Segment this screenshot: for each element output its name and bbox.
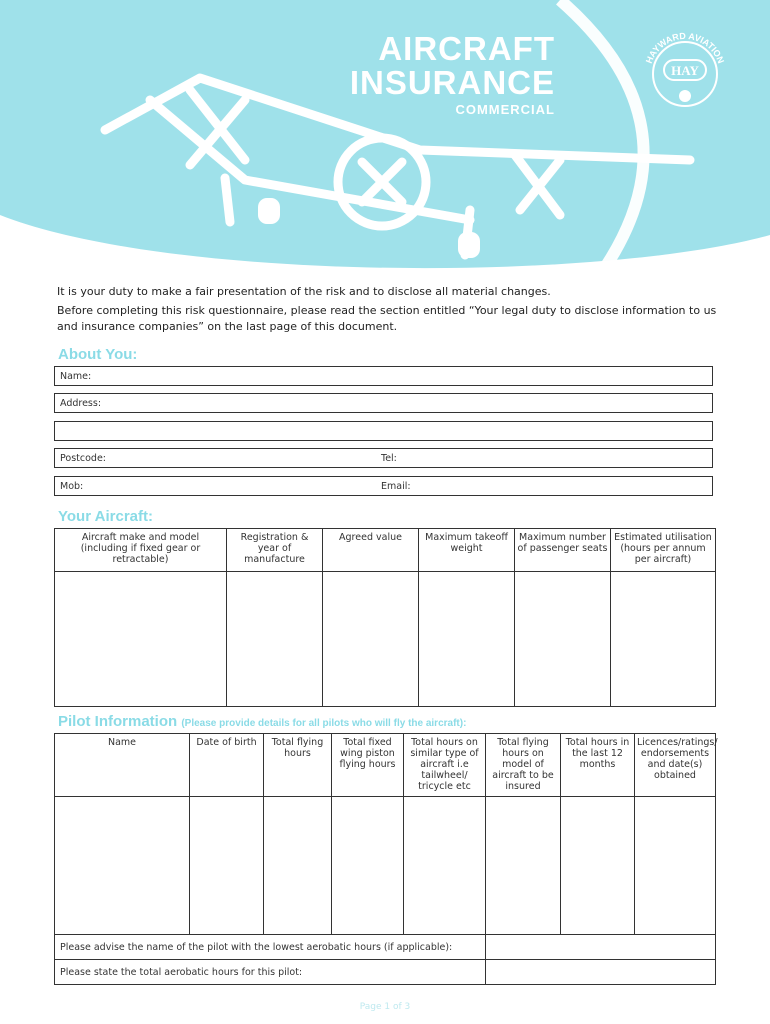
- column-header: Registration & year of manufacture: [227, 529, 323, 572]
- takeoff-weight-cell[interactable]: [419, 572, 515, 707]
- column-header: Total hours in the last 12 months: [561, 734, 635, 797]
- similar-type-hours-cell[interactable]: [404, 797, 486, 935]
- registration-cell[interactable]: [227, 572, 323, 707]
- address-label: Address:: [60, 398, 102, 409]
- aircraft-make-cell[interactable]: [55, 572, 227, 707]
- column-header: Total flying hours on model of aircraft to be insured: [486, 734, 561, 797]
- pilot-information-title: Pilot Information: [58, 713, 178, 730]
- column-header: Agreed value: [323, 529, 419, 572]
- column-header: Name: [55, 734, 190, 797]
- aerobatic-hours-label: Please state the total aerobatic hours for this pilot:: [55, 960, 486, 985]
- address-field[interactable]: [54, 393, 713, 413]
- date-of-birth-cell[interactable]: [190, 797, 264, 935]
- aerobatic-pilot-label: Please advise the name of the pilot with the lowest aerobatic hours (if applicable):: [55, 935, 486, 960]
- postcode-label: Postcode:: [60, 453, 106, 464]
- your-aircraft-heading: Your Aircraft:: [58, 508, 154, 525]
- column-header: Maximum takeoff weight: [419, 529, 515, 572]
- fixed-wing-hours-cell[interactable]: [332, 797, 404, 935]
- pilot-information-note: (Please provide details for all pilots who will fly the aircraft):: [181, 718, 467, 729]
- column-header: Aircraft make and model (including if fixed gear or retractable): [55, 529, 227, 572]
- page-number: Page 1 of 3: [359, 1002, 411, 1012]
- logo-ring-text: HAYWARD AVIATION: [643, 32, 727, 65]
- column-header: Date of birth: [190, 734, 264, 797]
- aircraft-table: [54, 528, 716, 707]
- pilot-entry-row: [55, 797, 716, 935]
- aerobatic-pilot-input[interactable]: [486, 935, 716, 960]
- name-label: Name:: [60, 371, 92, 382]
- address-line-2-field[interactable]: [54, 421, 713, 441]
- column-header: Total fixed wing piston flying hours: [332, 734, 404, 797]
- mob-email-row: [54, 476, 713, 496]
- about-you-heading: About You:: [58, 346, 138, 363]
- page-subtitle: COMMERCIAL: [455, 102, 555, 117]
- passenger-seats-cell[interactable]: [515, 572, 611, 707]
- utilisation-cell[interactable]: [611, 572, 716, 707]
- page-title-line1: AIRCRAFT: [378, 30, 555, 67]
- aircraft-entry-row: [55, 572, 716, 707]
- instructions-statement: Before completing this risk questionnaire, please read the section entitled “Your legal duty to disclose information to us and insurance companies” on the last page of this document.: [57, 304, 717, 333]
- page-title-line2: INSURANCE: [349, 64, 555, 101]
- pilot-table-header: [55, 734, 716, 797]
- pilot-information-heading: [58, 713, 466, 730]
- aerobatic-hours-row: [55, 960, 716, 985]
- hayward-aviation-logo: [640, 32, 730, 110]
- aircraft-table-header: [55, 529, 716, 572]
- logo-badge-text: HAY: [671, 63, 699, 78]
- total-flying-hours-cell[interactable]: [264, 797, 332, 935]
- pilot-name-cell[interactable]: [55, 797, 190, 935]
- header-banner: [0, 0, 770, 275]
- column-header: Total flying hours: [264, 734, 332, 797]
- model-hours-cell[interactable]: [486, 797, 561, 935]
- agreed-value-cell[interactable]: [323, 572, 419, 707]
- aerobatic-hours-input[interactable]: [486, 960, 716, 985]
- column-header: Estimated utilisation (hours per annum per aircraft): [611, 529, 716, 572]
- last-12-months-cell[interactable]: [561, 797, 635, 935]
- column-header: Maximum number of passenger seats: [515, 529, 611, 572]
- pilot-table: [54, 733, 716, 985]
- email-label: Email:: [381, 481, 411, 492]
- postcode-tel-row: [54, 448, 713, 468]
- licences-cell[interactable]: [635, 797, 716, 935]
- column-header: Total hours on similar type of aircraft i.e tailwheel/ tricycle etc: [404, 734, 486, 797]
- mob-label: Mob:: [60, 481, 84, 492]
- name-field[interactable]: [54, 366, 713, 386]
- aerobatic-pilot-row: [55, 935, 716, 960]
- column-header: Licences/ratings/ endorsements and date(s) obtained: [635, 734, 716, 797]
- duty-statement: It is your duty to make a fair presentation of the risk and to disclose all material changes.: [57, 285, 551, 298]
- tel-label: Tel:: [381, 453, 397, 464]
